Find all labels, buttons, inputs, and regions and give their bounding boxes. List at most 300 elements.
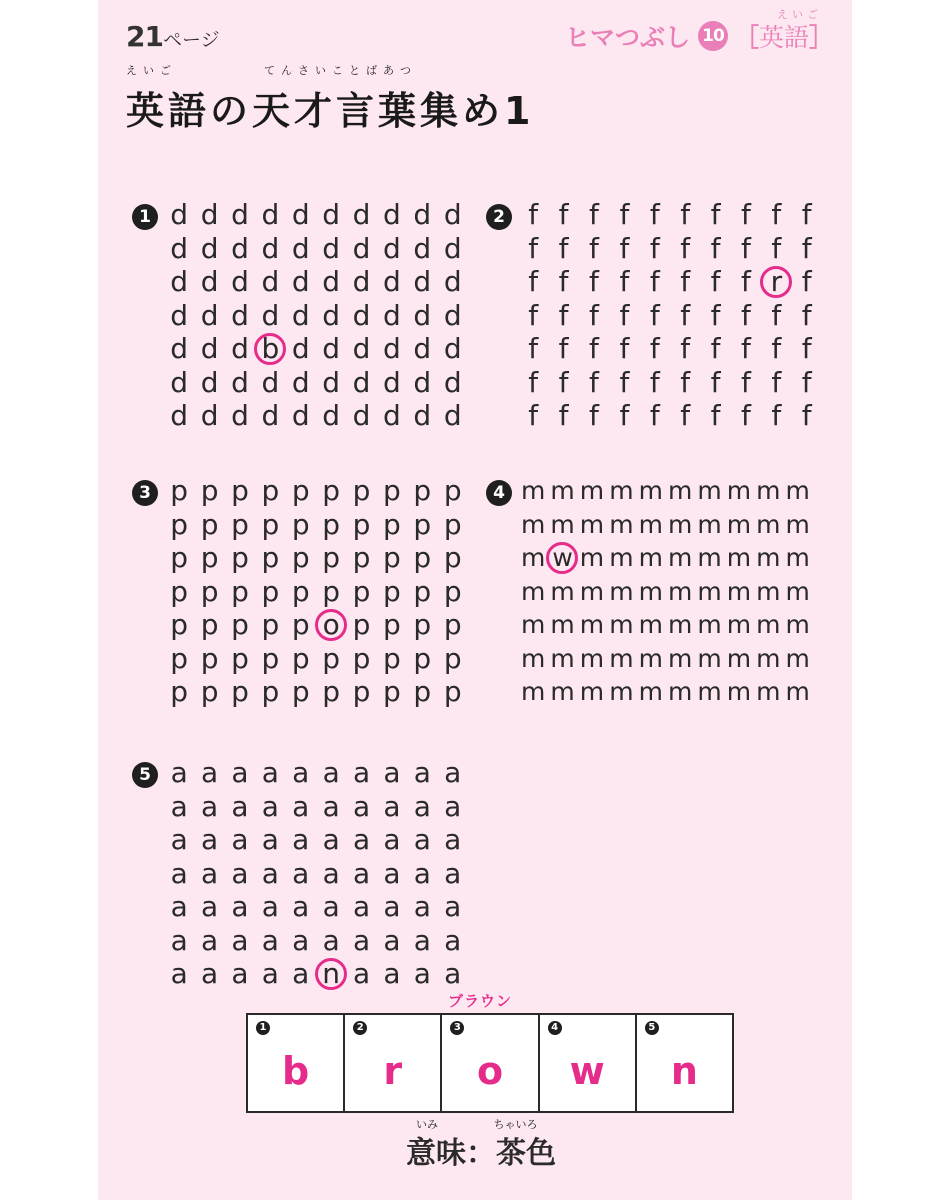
letter-cell[interactable]: a xyxy=(292,823,310,856)
letter-cell[interactable]: p xyxy=(443,474,462,507)
letter-cell[interactable]: p xyxy=(443,608,462,641)
letter-cell[interactable]: f xyxy=(649,265,660,298)
letter-cell[interactable]: d xyxy=(443,198,462,231)
letter-cell[interactable]: p xyxy=(170,574,189,608)
letter-cell[interactable]: a xyxy=(261,823,279,856)
letter-cell[interactable]: m xyxy=(667,643,692,673)
letter-cell[interactable]: f xyxy=(589,332,599,365)
letter-cell[interactable]: p xyxy=(231,641,249,675)
letter-cell[interactable]: p xyxy=(291,675,310,708)
letter-cell[interactable]: d xyxy=(383,265,401,298)
letter-cell[interactable]: p xyxy=(443,641,462,675)
letter-cell[interactable]: d xyxy=(291,265,310,298)
letter-cell[interactable]: m xyxy=(756,476,780,505)
letter-cell[interactable]: m xyxy=(756,543,780,572)
letter-cell[interactable]: m xyxy=(638,476,662,505)
letter-cell[interactable]: p xyxy=(261,574,280,608)
letter-cell[interactable]: p xyxy=(352,474,371,507)
letter-cell[interactable]: m xyxy=(521,476,545,505)
letter-cell[interactable]: a xyxy=(261,957,279,990)
letter-cell[interactable]: d xyxy=(170,332,189,365)
letter-cell[interactable]: f xyxy=(589,298,599,332)
letter-cell[interactable]: d xyxy=(443,265,462,298)
letter-cell[interactable]: a xyxy=(352,923,371,957)
letter-cell[interactable]: a xyxy=(383,756,401,789)
letter-cell[interactable]: f xyxy=(710,198,721,231)
letter-cell[interactable]: p xyxy=(352,574,371,608)
letter-cell[interactable]: m xyxy=(521,509,545,539)
letter-cell[interactable]: f xyxy=(528,298,539,332)
letter-cell[interactable]: f xyxy=(649,399,660,432)
letter-cell[interactable]: a xyxy=(201,789,219,823)
letter-cell[interactable]: f xyxy=(680,332,691,365)
letter-cell[interactable]: f xyxy=(558,365,569,399)
letter-cell[interactable]: m xyxy=(579,610,604,639)
letter-cell[interactable]: f xyxy=(801,399,812,432)
letter-cell[interactable]: p xyxy=(291,641,310,675)
letter-cell[interactable]: f xyxy=(528,265,539,298)
letter-cell[interactable]: f xyxy=(558,298,569,332)
letter-cell[interactable]: m xyxy=(609,476,633,505)
letter-cell[interactable]: d xyxy=(322,265,341,298)
letter-cell[interactable]: d xyxy=(352,265,371,298)
letter-cell[interactable]: m xyxy=(726,509,751,539)
letter-cell[interactable]: f xyxy=(680,231,691,265)
letter-cell[interactable]: f xyxy=(771,298,782,332)
letter-cell[interactable]: d xyxy=(261,265,280,298)
letter-cell[interactable]: f xyxy=(710,332,721,365)
letter-cell[interactable]: p xyxy=(261,641,280,675)
letter-cell[interactable]: a xyxy=(352,957,371,990)
letter-cell[interactable]: d xyxy=(170,298,189,332)
letter-cell[interactable]: m xyxy=(550,677,574,706)
letter-cell[interactable]: m xyxy=(579,576,604,606)
letter-cell[interactable]: d xyxy=(413,231,432,265)
letter-cell[interactable]: f xyxy=(528,365,539,399)
letter-cell[interactable]: m xyxy=(785,610,809,639)
letter-cell[interactable]: m xyxy=(521,576,545,606)
letter-cell[interactable]: p xyxy=(261,608,280,641)
odd-letter-cell[interactable]: o xyxy=(316,608,346,642)
letter-cell[interactable]: a xyxy=(292,957,310,990)
letter-cell[interactable]: a xyxy=(322,923,340,957)
letter-cell[interactable]: a xyxy=(383,957,401,990)
letter-cell[interactable]: p xyxy=(413,474,432,507)
letter-cell[interactable]: f xyxy=(741,198,751,231)
letter-cell[interactable]: a xyxy=(322,789,340,823)
letter-cell[interactable]: f xyxy=(589,365,599,399)
letter-cell[interactable]: f xyxy=(528,231,539,265)
letter-cell[interactable]: a xyxy=(231,856,249,890)
letter-cell[interactable]: f xyxy=(649,365,660,399)
letter-cell[interactable]: d xyxy=(231,198,249,231)
letter-cell[interactable]: p xyxy=(413,641,432,675)
letter-cell[interactable]: m xyxy=(550,509,574,539)
letter-cell[interactable]: m xyxy=(609,509,633,539)
letter-cell[interactable]: d xyxy=(383,399,401,432)
letter-cell[interactable]: p xyxy=(291,507,310,541)
letter-cell[interactable]: d xyxy=(443,298,462,332)
letter-cell[interactable]: f xyxy=(558,198,569,231)
letter-cell[interactable]: d xyxy=(231,399,249,432)
letter-cell[interactable]: a xyxy=(170,856,188,890)
letter-cell[interactable]: d xyxy=(231,332,249,365)
letter-cell[interactable]: p xyxy=(352,675,371,708)
letter-cell[interactable]: a xyxy=(352,789,371,823)
letter-cell[interactable]: d xyxy=(261,298,280,332)
letter-cell[interactable]: f xyxy=(558,231,569,265)
letter-cell[interactable]: p xyxy=(413,541,432,574)
letter-cell[interactable]: m xyxy=(638,677,662,706)
letter-cell[interactable]: p xyxy=(200,675,219,708)
letter-cell[interactable]: m xyxy=(726,643,751,673)
letter-cell[interactable]: m xyxy=(785,677,809,706)
letter-cell[interactable]: f xyxy=(680,298,691,332)
letter-cell[interactable]: d xyxy=(261,231,280,265)
letter-cell[interactable]: p xyxy=(170,474,189,507)
letter-cell[interactable]: f xyxy=(710,365,721,399)
letter-cell[interactable]: d xyxy=(170,365,189,399)
letter-cell[interactable]: f xyxy=(589,265,599,298)
letter-cell[interactable]: p xyxy=(200,608,219,641)
letter-cell[interactable]: p xyxy=(200,541,219,574)
letter-cell[interactable]: f xyxy=(589,231,599,265)
letter-cell[interactable]: d xyxy=(443,332,462,365)
letter-cell[interactable]: a xyxy=(170,756,188,789)
letter-cell[interactable]: f xyxy=(771,399,782,432)
letter-cell[interactable]: a xyxy=(261,756,279,789)
letter-cell[interactable]: f xyxy=(680,399,691,432)
letter-cell[interactable]: m xyxy=(756,610,780,639)
letter-cell[interactable]: p xyxy=(231,574,249,608)
letter-cell[interactable]: f xyxy=(619,332,630,365)
letter-cell[interactable]: d xyxy=(170,399,189,432)
letter-cell[interactable]: d xyxy=(322,198,341,231)
answer-slot-4[interactable] xyxy=(538,1015,635,1111)
letter-cell[interactable]: a xyxy=(413,823,431,856)
letter-cell[interactable]: m xyxy=(521,543,545,572)
letter-cell[interactable]: d xyxy=(200,231,219,265)
letter-cell[interactable]: m xyxy=(609,677,633,706)
letter-cell[interactable]: f xyxy=(771,332,782,365)
letter-cell[interactable]: d xyxy=(322,399,341,432)
letter-cell[interactable]: a xyxy=(383,856,401,890)
letter-cell[interactable]: d xyxy=(352,198,371,231)
letter-cell[interactable]: a xyxy=(413,756,431,789)
letter-cell[interactable]: d xyxy=(383,231,401,265)
letter-cell[interactable]: p xyxy=(231,675,249,708)
letter-cell[interactable]: d xyxy=(200,399,219,432)
letter-cell[interactable]: a xyxy=(444,789,462,823)
letter-cell[interactable]: d xyxy=(231,298,249,332)
letter-cell[interactable]: p xyxy=(383,474,401,507)
letter-cell[interactable]: p xyxy=(170,608,189,641)
letter-cell[interactable]: m xyxy=(726,543,751,572)
letter-cell[interactable]: f xyxy=(619,265,630,298)
letter-cell[interactable]: m xyxy=(667,543,692,572)
letter-cell[interactable]: p xyxy=(352,541,371,574)
letter-cell[interactable]: d xyxy=(383,332,401,365)
letter-cell[interactable]: p xyxy=(291,608,310,641)
letter-cell[interactable]: d xyxy=(322,298,341,332)
answer-slot-2[interactable] xyxy=(343,1015,440,1111)
letter-cell[interactable]: f xyxy=(619,399,630,432)
letter-cell[interactable]: f xyxy=(801,231,812,265)
letter-cell[interactable]: m xyxy=(785,543,809,572)
letter-cell[interactable]: a xyxy=(322,823,340,856)
letter-cell[interactable]: a xyxy=(383,923,401,957)
letter-cell[interactable]: a xyxy=(322,890,340,923)
letter-cell[interactable]: f xyxy=(801,265,812,298)
odd-letter-cell[interactable]: n xyxy=(316,957,346,991)
letter-cell[interactable]: d xyxy=(443,399,462,432)
letter-cell[interactable]: p xyxy=(200,574,219,608)
letter-cell[interactable]: d xyxy=(413,265,432,298)
letter-cell[interactable]: d xyxy=(383,198,401,231)
letter-cell[interactable]: m xyxy=(579,543,604,572)
letter-cell[interactable]: f xyxy=(741,399,751,432)
letter-cell[interactable]: f xyxy=(771,198,782,231)
letter-cell[interactable]: f xyxy=(710,265,721,298)
letter-cell[interactable]: m xyxy=(726,610,751,639)
letter-cell[interactable]: f xyxy=(558,265,569,298)
letter-cell[interactable]: d xyxy=(200,332,219,365)
letter-cell[interactable]: d xyxy=(291,298,310,332)
letter-cell[interactable]: a xyxy=(292,890,310,923)
letter-cell[interactable]: d xyxy=(413,298,432,332)
letter-cell[interactable]: a xyxy=(322,856,340,890)
letter-cell[interactable]: p xyxy=(170,641,189,675)
letter-cell[interactable]: m xyxy=(785,509,809,539)
letter-cell[interactable]: f xyxy=(528,198,539,231)
letter-cell[interactable]: p xyxy=(200,507,219,541)
letter-cell[interactable]: d xyxy=(170,265,189,298)
letter-cell[interactable]: d xyxy=(200,365,219,399)
letter-cell[interactable]: a xyxy=(201,756,219,789)
letter-cell[interactable]: p xyxy=(383,675,401,708)
letter-cell[interactable]: p xyxy=(413,574,432,608)
letter-cell[interactable]: d xyxy=(322,332,341,365)
letter-cell[interactable]: p xyxy=(170,675,189,708)
letter-cell[interactable]: p xyxy=(383,541,401,574)
letter-cell[interactable]: m xyxy=(638,576,662,606)
letter-cell[interactable]: f xyxy=(649,231,660,265)
letter-cell[interactable]: m xyxy=(667,509,692,539)
letter-cell[interactable]: a xyxy=(170,823,188,856)
letter-cell[interactable]: p xyxy=(383,574,401,608)
letter-cell[interactable]: f xyxy=(741,365,751,399)
letter-cell[interactable]: a xyxy=(413,957,431,990)
letter-cell[interactable]: f xyxy=(558,399,569,432)
letter-cell[interactable]: d xyxy=(413,332,432,365)
odd-letter-cell[interactable]: w xyxy=(547,541,576,575)
letter-cell[interactable]: m xyxy=(550,610,574,639)
letter-cell[interactable]: d xyxy=(352,365,371,399)
letter-cell[interactable]: a xyxy=(231,823,249,856)
letter-cell[interactable]: m xyxy=(579,677,604,706)
letter-cell[interactable]: d xyxy=(261,198,280,231)
letter-cell[interactable]: m xyxy=(697,476,721,505)
letter-cell[interactable]: p xyxy=(352,507,371,541)
letter-cell[interactable]: d xyxy=(170,198,189,231)
letter-cell[interactable]: a xyxy=(352,823,371,856)
letter-cell[interactable]: p xyxy=(322,641,341,675)
letter-cell[interactable]: m xyxy=(638,509,662,539)
letter-cell[interactable]: a xyxy=(292,756,310,789)
answer-slot-3[interactable] xyxy=(440,1015,537,1111)
letter-cell[interactable]: m xyxy=(697,509,721,539)
letter-cell[interactable]: a xyxy=(261,856,279,890)
letter-cell[interactable]: a xyxy=(201,957,219,990)
letter-cell[interactable]: m xyxy=(697,610,721,639)
letter-cell[interactable]: f xyxy=(619,298,630,332)
letter-cell[interactable]: a xyxy=(413,856,431,890)
letter-cell[interactable]: f xyxy=(528,332,539,365)
letter-cell[interactable]: a xyxy=(201,823,219,856)
letter-cell[interactable]: a xyxy=(261,890,279,923)
letter-cell[interactable]: f xyxy=(741,298,751,332)
letter-cell[interactable]: f xyxy=(680,198,691,231)
letter-cell[interactable]: p xyxy=(322,474,341,507)
letter-cell[interactable]: a xyxy=(170,890,188,923)
letter-cell[interactable]: a xyxy=(261,923,279,957)
letter-cell[interactable]: a xyxy=(352,890,371,923)
letter-cell[interactable]: p xyxy=(261,675,280,708)
letter-cell[interactable]: p xyxy=(413,675,432,708)
letter-cell[interactable]: d xyxy=(352,399,371,432)
letter-cell[interactable]: p xyxy=(383,608,401,641)
letter-cell[interactable]: m xyxy=(785,476,809,505)
letter-cell[interactable]: a xyxy=(292,789,310,823)
letter-cell[interactable]: m xyxy=(756,643,780,673)
letter-cell[interactable]: d xyxy=(200,298,219,332)
answer-slot-5[interactable] xyxy=(635,1015,732,1111)
odd-letter-cell[interactable]: b xyxy=(255,332,285,366)
letter-cell[interactable]: m xyxy=(609,576,633,606)
letter-cell[interactable]: a xyxy=(383,823,401,856)
letter-cell[interactable]: m xyxy=(726,576,751,606)
letter-cell[interactable]: p xyxy=(443,675,462,708)
letter-cell[interactable]: f xyxy=(589,198,599,231)
letter-cell[interactable]: m xyxy=(579,476,604,505)
letter-cell[interactable]: p xyxy=(291,541,310,574)
letter-cell[interactable]: a xyxy=(261,789,279,823)
letter-cell[interactable]: m xyxy=(609,643,633,673)
letter-cell[interactable]: p xyxy=(291,574,310,608)
letter-cell[interactable]: a xyxy=(444,756,462,789)
letter-cell[interactable]: m xyxy=(785,576,809,606)
letter-cell[interactable]: p xyxy=(322,541,341,574)
letter-cell[interactable]: p xyxy=(322,574,341,608)
letter-cell[interactable]: m xyxy=(521,677,545,706)
letter-cell[interactable]: a xyxy=(231,890,249,923)
letter-cell[interactable]: f xyxy=(649,198,660,231)
letter-cell[interactable]: f xyxy=(771,231,782,265)
letter-cell[interactable]: m xyxy=(726,677,751,706)
letter-cell[interactable]: f xyxy=(710,231,721,265)
letter-cell[interactable]: a xyxy=(201,923,219,957)
letter-cell[interactable]: m xyxy=(667,677,692,706)
letter-cell[interactable]: p xyxy=(170,541,189,574)
letter-cell[interactable]: p xyxy=(322,507,341,541)
letter-cell[interactable]: m xyxy=(521,643,545,673)
letter-cell[interactable]: p xyxy=(231,474,249,507)
letter-cell[interactable]: m xyxy=(756,677,780,706)
letter-cell[interactable]: d xyxy=(352,298,371,332)
letter-cell[interactable]: f xyxy=(649,298,660,332)
letter-cell[interactable]: p xyxy=(443,541,462,574)
letter-cell[interactable]: a xyxy=(444,923,462,957)
letter-cell[interactable]: f xyxy=(801,332,812,365)
letter-cell[interactable]: d xyxy=(352,231,371,265)
letter-cell[interactable]: m xyxy=(785,643,809,673)
letter-cell[interactable]: a xyxy=(231,756,249,789)
letter-cell[interactable]: d xyxy=(231,231,249,265)
letter-cell[interactable]: p xyxy=(352,608,371,641)
letter-cell[interactable]: d xyxy=(322,365,341,399)
letter-cell[interactable]: m xyxy=(609,543,633,572)
letter-cell[interactable]: d xyxy=(291,198,310,231)
letter-cell[interactable]: f xyxy=(771,365,782,399)
letter-cell[interactable]: a xyxy=(383,789,401,823)
letter-cell[interactable]: a xyxy=(231,923,249,957)
letter-cell[interactable]: f xyxy=(619,231,630,265)
letter-cell[interactable]: p xyxy=(322,675,341,708)
letter-cell[interactable]: d xyxy=(291,399,310,432)
letter-cell[interactable]: m xyxy=(550,643,574,673)
letter-cell[interactable]: m xyxy=(697,543,721,572)
letter-cell[interactable]: d xyxy=(261,365,280,399)
letter-cell[interactable]: a xyxy=(413,923,431,957)
letter-cell[interactable]: m xyxy=(756,576,780,606)
letter-cell[interactable]: p xyxy=(231,507,249,541)
letter-cell[interactable]: d xyxy=(322,231,341,265)
letter-cell[interactable]: f xyxy=(710,399,721,432)
letter-cell[interactable]: a xyxy=(383,890,401,923)
letter-cell[interactable]: p xyxy=(383,507,401,541)
letter-cell[interactable]: a xyxy=(292,856,310,890)
letter-cell[interactable]: m xyxy=(550,576,574,606)
letter-cell[interactable]: m xyxy=(756,509,780,539)
letter-cell[interactable]: m xyxy=(667,576,692,606)
letter-cell[interactable]: p xyxy=(413,608,432,641)
letter-cell[interactable]: f xyxy=(741,265,751,298)
letter-cell[interactable]: a xyxy=(170,957,188,990)
letter-cell[interactable]: m xyxy=(697,677,721,706)
letter-cell[interactable]: a xyxy=(444,890,462,923)
letter-cell[interactable]: f xyxy=(741,231,751,265)
letter-cell[interactable]: p xyxy=(261,474,280,507)
letter-cell[interactable]: d xyxy=(352,332,371,365)
letter-cell[interactable]: f xyxy=(801,365,812,399)
letter-cell[interactable]: a xyxy=(352,756,371,789)
letter-cell[interactable]: a xyxy=(292,923,310,957)
letter-cell[interactable]: a xyxy=(413,789,431,823)
letter-cell[interactable]: p xyxy=(443,574,462,608)
letter-cell[interactable]: f xyxy=(589,399,599,432)
letter-cell[interactable]: d xyxy=(231,265,249,298)
letter-cell[interactable]: m xyxy=(579,643,604,673)
letter-cell[interactable]: f xyxy=(741,332,751,365)
letter-cell[interactable]: f xyxy=(801,198,812,231)
letter-cell[interactable]: a xyxy=(322,756,340,789)
letter-cell[interactable]: a xyxy=(352,856,371,890)
letter-cell[interactable]: d xyxy=(413,399,432,432)
letter-cell[interactable]: d xyxy=(291,365,310,399)
letter-cell[interactable]: m xyxy=(667,610,692,639)
letter-cell[interactable]: f xyxy=(619,365,630,399)
letter-cell[interactable]: a xyxy=(413,890,431,923)
